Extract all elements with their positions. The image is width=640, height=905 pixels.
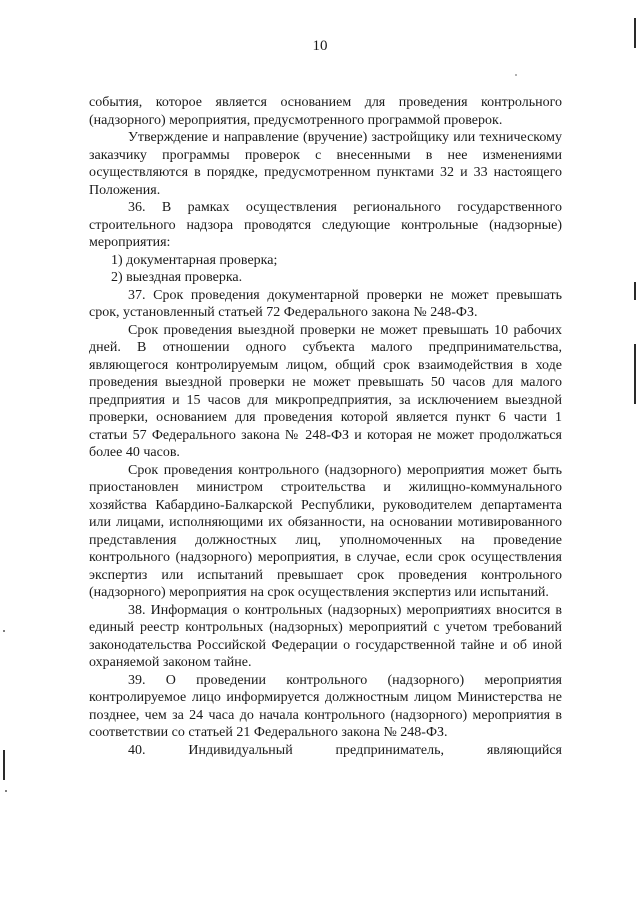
scan-edge-mark bbox=[3, 750, 5, 780]
scan-edge-mark bbox=[634, 282, 636, 300]
paragraph-last-line: 40. Индивидуальный предприниматель, являющийся bbox=[128, 742, 562, 758]
scan-dust-dot bbox=[3, 630, 5, 632]
list-item: 2) выездная проверка. bbox=[111, 270, 243, 285]
scan-dust-dot bbox=[515, 74, 517, 76]
paragraph: 39. О проведении контрольного (надзорного) мероприятия контролируемое лицо информируется должностным лицом Министерства не позднее, чем за 24 часа до начала контрольного (надзорного) мероприятия в соответствии со статьей 21 Федерального закона № 248-ФЗ. bbox=[89, 672, 562, 740]
page-number: 10 bbox=[312, 38, 328, 54]
paragraph: события, которое является основанием для проведения контрольного (надзорного) мероприятия, предусмотренного программой проверок. bbox=[89, 95, 562, 128]
document-body bbox=[89, 94, 562, 759]
paragraph: Срок проведения контрольного (надзорного) мероприятия может быть приостановлен министром строительства и жилищно-коммунального хозяйства Кабардино-Балкарской Республики, руководителем департамента или лицами, исполняющими их обязанности, на основании мотивированного представления должностных лиц, уполномоченных на проведение контрольного (надзорного) мероприятия, в случае, если срок осуществления экспертиз или испытаний превышает срок проведения контрольного (надзорного) мероприятия на срок осуществления экспертиз или испытаний. bbox=[89, 462, 562, 600]
paragraph: Утверждение и направление (вручение) застройщику или техническому заказчику программы проверок с внесенными в нее изменениями осуществляются в порядке, предусмотренном пунктами 32 и 33 настоящего Положения. bbox=[89, 130, 562, 198]
paragraph: 37. Срок проведения документарной проверки не может превышать срок, установленный статьей 72 Федерального закона № 248-ФЗ. bbox=[89, 287, 562, 320]
scan-dust-dot bbox=[5, 790, 7, 792]
paragraph: 36. В рамках осуществления регионального государственного строительного надзора проводятся следующие контрольные (надзорные) мероприятия: bbox=[89, 200, 562, 250]
paragraph: Срок проведения выездной проверки не может превышать 10 рабочих дней. В отношении одного субъекта малого предпринимательства, являющегося контролируемым лицом, общий срок взаимодействия в ходе проведения выездной проверки не может превышать 50 часов для малого предприятия и 15 часов для микропредприятия, за исключением выездной проверки, основанием для проведения которой является пункт 6 части 1 статьи 57 Федерального закона № 248-ФЗ и которая не может продолжаться более 40 часов. bbox=[89, 322, 562, 460]
scan-edge-mark bbox=[634, 344, 636, 404]
scan-edge-mark bbox=[634, 18, 636, 48]
paragraph: 38. Информация о контрольных (надзорных) мероприятиях вносится в единый реестр контрольных (надзорных) мероприятий с учетом требований законодательства Российской Федерации о государственной тайне и об иной охраняемой законом тайне. bbox=[89, 602, 562, 670]
list-item: 1) документарная проверка; bbox=[111, 252, 278, 268]
